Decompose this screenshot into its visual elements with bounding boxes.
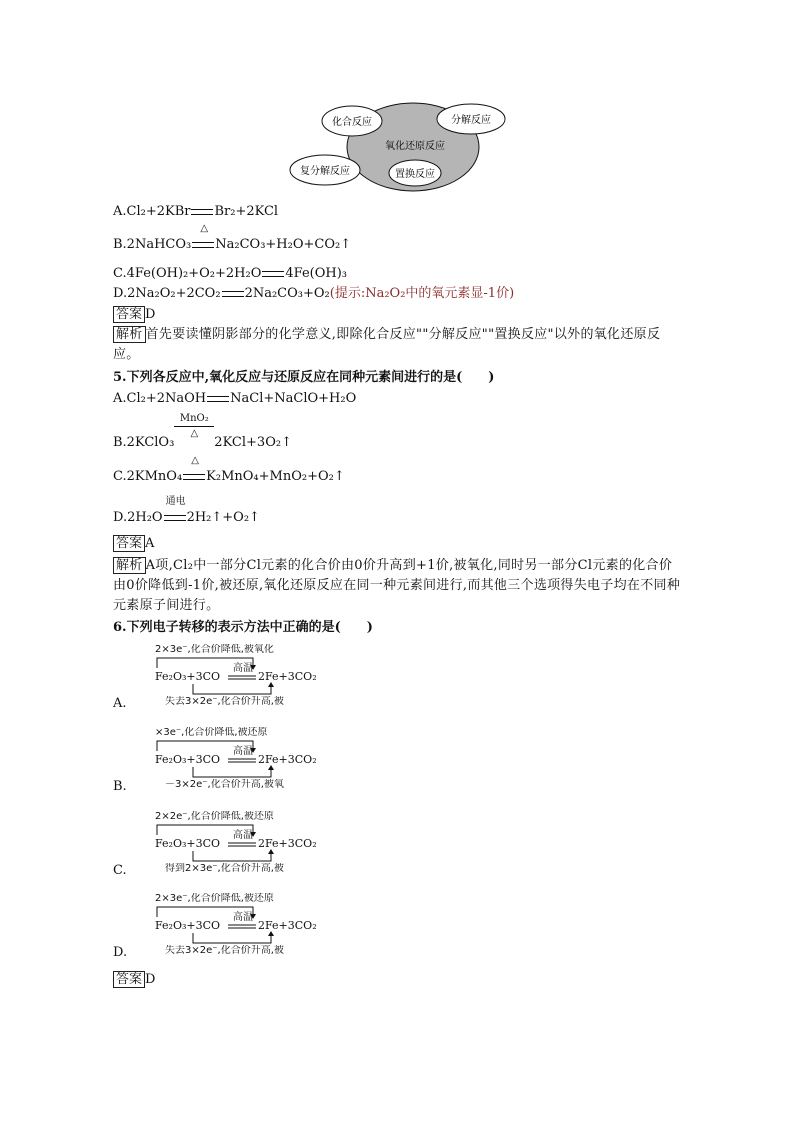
q4-answer [113, 307, 155, 323]
transfer-top-text: 2×3e⁻,化合价降低,被氧化 [155, 644, 274, 655]
equation-lhs: Fe₂O₃+3CO [155, 919, 221, 932]
q5d-lhs: D.2H₂O [113, 510, 163, 525]
q6-option-a [113, 644, 317, 711]
equals-sign [183, 474, 205, 480]
oxidation-label: 氧化还原反应 [385, 141, 445, 152]
q4-analysis [113, 325, 683, 365]
q5-option-a [113, 391, 356, 407]
q5-analysis [113, 556, 683, 616]
equation-rhs: 2Fe+3CO₂ [258, 919, 317, 932]
equals-sign [222, 291, 244, 297]
equation-condition: 高温 [233, 746, 253, 757]
equation-rhs: 2Fe+3CO₂ [258, 670, 317, 683]
q5-answer [113, 536, 154, 552]
q6-answer [113, 972, 155, 988]
transfer-top-text: 2×2e⁻,化合价降低,被还原 [155, 811, 274, 822]
double-decomposition-label: 复分解反应 [300, 166, 350, 177]
q5-option-d [113, 496, 260, 526]
catalyst-condition: MnO₂ [179, 413, 209, 424]
answer-tag: 答案 [113, 306, 145, 323]
replacement-label: 置换反应 [395, 169, 435, 180]
option-label: D. [113, 945, 128, 960]
heat-condition: △ [200, 223, 209, 234]
q4a-lhs: A.Cl₂+2KBr [113, 204, 191, 219]
equation-lhs: Fe₂O₃+3CO [155, 753, 221, 766]
combination-label: 化合反应 [332, 117, 372, 128]
option-label: C. [113, 863, 127, 878]
q4c-lhs: C.4Fe(OH)₂+O₂+2H₂O [113, 266, 262, 281]
q5b-lhs: B.2KClO₃ [113, 435, 175, 450]
transfer-bottom-text: 失去3×2e⁻,化合价升高,被 [165, 945, 284, 956]
answer-value: A [145, 536, 155, 551]
transfer-bottom-text: 得到2×3e⁻,化合价升高,被 [165, 863, 284, 874]
heat-condition: △ [191, 455, 199, 466]
analysis-tag: 解析 [113, 557, 146, 574]
transfer-top-text: 2×3e⁻,化合价降低,被还原 [155, 893, 274, 904]
q6-option-c [113, 811, 317, 878]
answer-tag: 答案 [113, 535, 145, 552]
answer-value: D [145, 307, 156, 322]
q6-stem: 6.下列电子转移的表示方法中正确的是( ) [113, 620, 373, 635]
equation-rhs: 2Fe+3CO₂ [258, 837, 317, 850]
answer-tag: 答案 [113, 971, 145, 988]
electrolysis-condition: 通电 [165, 496, 186, 507]
equation-condition: 高温 [233, 663, 253, 674]
heat-condition: △ [190, 428, 199, 439]
q5-stem: 5.下列各反应中,氧化反应与还原反应在同种元素间进行的是( ) [113, 370, 495, 385]
q4-option-b [113, 223, 352, 253]
q4a-rhs: Br₂+2KCl [214, 204, 279, 219]
q5c-rhs: K₂MnO₄+MnO₂+O₂↑ [206, 469, 345, 484]
transfer-bottom-text: 失去3×2e⁻,化合价升高,被 [165, 696, 284, 707]
reaction-venn-diagram [285, 100, 510, 200]
q4d-rhs: 2Na₂CO₃+O₂ [244, 286, 330, 301]
equals-sign [192, 242, 214, 248]
q4c-rhs: 4Fe(OH)₃ [285, 266, 347, 281]
q5-option-b [113, 413, 292, 451]
q5d-rhs: 2H₂↑+O₂↑ [186, 510, 260, 525]
equation-condition: 高温 [233, 830, 253, 841]
transfer-bottom-text: －3×2e⁻,化合价升高,被氧 [165, 779, 284, 790]
q5a-rhs: NaCl+NaClO+H₂O [230, 391, 357, 406]
q6-option-b [113, 727, 317, 794]
q4-option-d [113, 286, 514, 302]
analysis-tag: 解析 [113, 326, 146, 343]
q4b-rhs: Na₂CO₃+H₂O+CO₂↑ [215, 237, 352, 252]
equation-lhs: Fe₂O₃+3CO [155, 837, 221, 850]
q4-option-a [113, 204, 278, 220]
equation-lhs: Fe₂O₃+3CO [155, 670, 221, 683]
q5b-rhs: 2KCl+3O₂↑ [214, 435, 292, 450]
q4d-lhs: D.2Na₂O₂+2CO₂ [113, 286, 221, 301]
condition-line [174, 426, 214, 427]
q5-option-c [113, 455, 345, 485]
equation-condition: 高温 [233, 912, 253, 923]
equals-sign [191, 209, 213, 215]
transfer-top-text: ×3e⁻,化合价降低,被还原 [155, 727, 268, 738]
decomposition-label: 分解反应 [451, 115, 491, 126]
analysis-text: A项,Cl₂中一部分Cl元素的化合价由0价升高到+1价,被氧化,同时另一部分Cl元素的化合价由0价降低到-1价,被还原,氧化还原反应在同一种元素间进行,而其他三个选项得失电子均在不同种元素原子间进行。 [113, 558, 681, 613]
equation-rhs: 2Fe+3CO₂ [258, 753, 317, 766]
option-label: A. [113, 696, 127, 711]
q4b-lhs: B.2NaHCO₃ [113, 237, 192, 252]
answer-value: D [145, 972, 156, 987]
q4d-hint: (提示:Na₂O₂中的氧元素显-1价) [329, 286, 515, 301]
q6-option-d [113, 893, 317, 960]
q5a-lhs: A.Cl₂+2NaOH [113, 391, 207, 406]
equals-sign [164, 515, 186, 521]
analysis-text: 首先要读懂阴影部分的化学意义,即除化合反应""分解反应""置换反应"以外的氧化还原反应。 [113, 327, 661, 362]
equals-sign [207, 396, 229, 402]
q5c-lhs: C.2KMnO₄ [113, 469, 183, 484]
option-label: B. [113, 779, 127, 794]
equals-sign [262, 271, 284, 277]
q4-option-c [113, 266, 347, 282]
